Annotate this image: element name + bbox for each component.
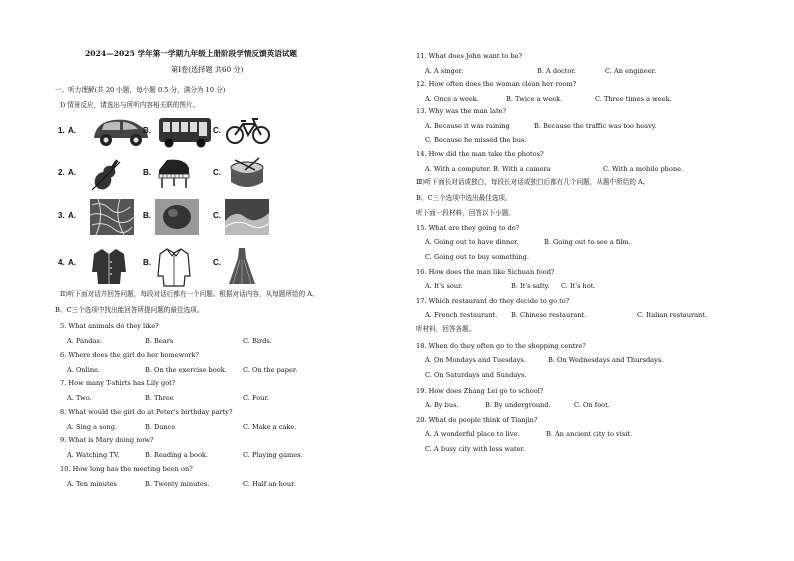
option-c: C. With a mobile phone. bbox=[603, 165, 684, 173]
option-b: B. Three bbox=[145, 394, 174, 402]
option-b: B. Bears bbox=[145, 337, 174, 345]
option-b: B. Going out to see a film. bbox=[544, 238, 631, 246]
option-a: A. French restaurant. bbox=[425, 311, 498, 319]
option-c: C. Going out to buy something. bbox=[425, 253, 529, 261]
option-b: B. Chinese restaurant. bbox=[511, 311, 587, 319]
option-a: A. Once a week. bbox=[425, 95, 479, 103]
picture-option-label: C. bbox=[213, 258, 221, 267]
picture-question-number: 2. bbox=[58, 168, 65, 177]
option-a: A. Online. bbox=[67, 365, 101, 374]
option-a: A. Two. bbox=[67, 394, 92, 402]
question-text: 9. What is Mary doing now? bbox=[60, 436, 154, 444]
option-c: C. Italian restaurant. bbox=[637, 311, 708, 319]
listen-note-2: 听材料，回答各题。 bbox=[416, 325, 476, 333]
option-a: A. Sing a song. bbox=[67, 422, 118, 431]
question-text: 14. How did the man take the photos? bbox=[416, 150, 544, 158]
option-a: A. By bus. bbox=[425, 401, 459, 409]
option-c: C. Birds. bbox=[243, 337, 272, 345]
option-b: B. Because the traffic was too heavy. bbox=[534, 122, 657, 130]
bus-icon bbox=[155, 114, 217, 150]
listen-note-1: 听下面一段材料，回答以下小题。 bbox=[416, 209, 515, 217]
picture-option-label: B. bbox=[143, 258, 151, 267]
picture-option-label: B. bbox=[143, 168, 151, 177]
option-b: B. By underground. bbox=[485, 401, 551, 409]
picture-option-label: A. bbox=[68, 168, 76, 177]
question-text: 5. What animals do they like? bbox=[60, 322, 159, 330]
question-text: 18. When do they often go to the shopping centre? bbox=[416, 342, 586, 350]
picture-option-label: A. bbox=[68, 258, 76, 267]
option-a: A. On Mondays and Tuesdays. bbox=[425, 356, 526, 364]
option-c: C. Playing games. bbox=[243, 451, 303, 459]
drum-icon bbox=[225, 156, 269, 192]
photo-rock-icon bbox=[155, 199, 199, 235]
option-b: B. A doctor. bbox=[537, 67, 576, 75]
picture-option-label: C. bbox=[213, 126, 221, 135]
option-a: A. Pandas. bbox=[67, 337, 102, 345]
option-c: C. Half an hour. bbox=[243, 479, 296, 488]
picture-option-label: C. bbox=[213, 168, 221, 177]
photo-texture-icon bbox=[90, 199, 134, 235]
option-c: C. Four. bbox=[243, 394, 269, 402]
option-c: C. A busy city with less water. bbox=[425, 445, 526, 453]
option-a: A. Watching TV. bbox=[67, 451, 120, 459]
option-b: B. On the exercise book. bbox=[145, 365, 227, 374]
question-text: 13. Why was the man late? bbox=[416, 107, 507, 115]
option-b: B. Reading a book. bbox=[145, 451, 209, 459]
picture-question-number: 1. bbox=[58, 126, 65, 135]
section-sub: I) 情景反应，请选出与所听内容相关联的图片。 bbox=[60, 101, 200, 109]
question-text: 8. What would the girl do at Peter's birthday party? bbox=[60, 407, 233, 416]
option-c: C. Three times a week. bbox=[595, 95, 672, 103]
shirt-icon bbox=[155, 246, 193, 288]
picture-question-number: 3. bbox=[58, 211, 65, 220]
option-b: B. Dance bbox=[145, 422, 176, 431]
option-b: B. Twenty minutes. bbox=[145, 479, 210, 488]
part2-instruction: II)听下面对话并回答问题，每段对话后都有一个问题。根据对话内容，从每题所给的 A、 bbox=[60, 290, 319, 298]
section-heading: 一、听力理解(共 20 小题，每小题 0.5 分，满分为 10 分) bbox=[55, 86, 226, 94]
picture-option-label: B. bbox=[143, 211, 151, 220]
option-c: C. Because he missed the bus. bbox=[425, 136, 527, 144]
option-a: A. Because it was raining bbox=[425, 122, 510, 130]
option-a: A. A singer. bbox=[425, 67, 464, 75]
question-text: 20. What do people think of Tianjin? bbox=[416, 416, 538, 424]
option-c: C. On the paper. bbox=[243, 365, 298, 374]
question-text: 17. Which restaurant do they decide to go to? bbox=[416, 297, 570, 305]
bicycle-icon bbox=[225, 114, 271, 146]
picture-option-label: C. bbox=[213, 211, 221, 220]
part3-instruction: Ⅲ)听下面长对话或独白，每段长对话或独白后都有几个问题，从题中所给的 A、 bbox=[416, 178, 650, 186]
question-text: 15. What are they going to do? bbox=[416, 224, 520, 232]
picture-question-number: 4. bbox=[58, 258, 65, 267]
exam-title: 2024—2025 学年第一学期九年级上册阶段学情反馈英语试题 bbox=[85, 49, 297, 58]
option-b: B. On Wednesdays and Thursdays. bbox=[548, 356, 664, 364]
question-text: 12. How often does the woman clean her room? bbox=[416, 80, 577, 88]
question-text: 11. What does John want to be? bbox=[416, 52, 522, 60]
option-c: C. An engineer. bbox=[605, 67, 657, 75]
photo-wave-icon bbox=[225, 199, 269, 235]
option-a: A. Ten minutes bbox=[67, 479, 117, 488]
option-c: C. It's hot. bbox=[561, 282, 596, 290]
question-text: 7. How many T-shirts has Lily got? bbox=[60, 379, 176, 387]
question-text: 19. How does Zhang Lei go to school? bbox=[416, 387, 544, 395]
piano-icon bbox=[155, 156, 195, 190]
option-b: B. It's salty. bbox=[511, 282, 550, 290]
option-c: C. On foot. bbox=[574, 401, 610, 409]
picture-option-label: A. bbox=[68, 126, 76, 135]
dress-icon bbox=[225, 246, 259, 286]
part2-instruction-cont: B、C三个选项中找出能回答所提问题的最佳选项。 bbox=[55, 306, 204, 314]
option-b: B. An ancient city to visit. bbox=[546, 430, 633, 438]
part3-instruction-cont: B、C三个选项中选出最佳选项。 bbox=[416, 194, 512, 202]
option-a: A. Going out to have dinner. bbox=[425, 238, 519, 246]
option-a: A. It's sour. bbox=[425, 282, 463, 290]
option-c: C. On Saturdays and Sundays. bbox=[425, 371, 527, 379]
option-c: C. Make a cake. bbox=[243, 422, 297, 431]
question-text: 10. How long has the meeting been on? bbox=[60, 464, 193, 473]
question-text: 16. How does the man like Sichuan food? bbox=[416, 268, 555, 276]
picture-option-label: A. bbox=[68, 211, 76, 220]
picture-option-label: B. bbox=[143, 126, 151, 135]
option-b: B. Twice a week. bbox=[506, 95, 563, 103]
question-text: 6. Where does the girl do her homework? bbox=[60, 350, 199, 359]
option-a: A. A wonderful place to live. bbox=[425, 430, 520, 438]
violin-icon bbox=[90, 156, 124, 194]
option-a: A. With a computer. bbox=[425, 165, 492, 173]
jacket-icon bbox=[90, 246, 128, 286]
part-title: 第Ⅰ卷(选择题 共60 分) bbox=[171, 65, 244, 74]
option-b: B. With a camera bbox=[493, 165, 551, 173]
